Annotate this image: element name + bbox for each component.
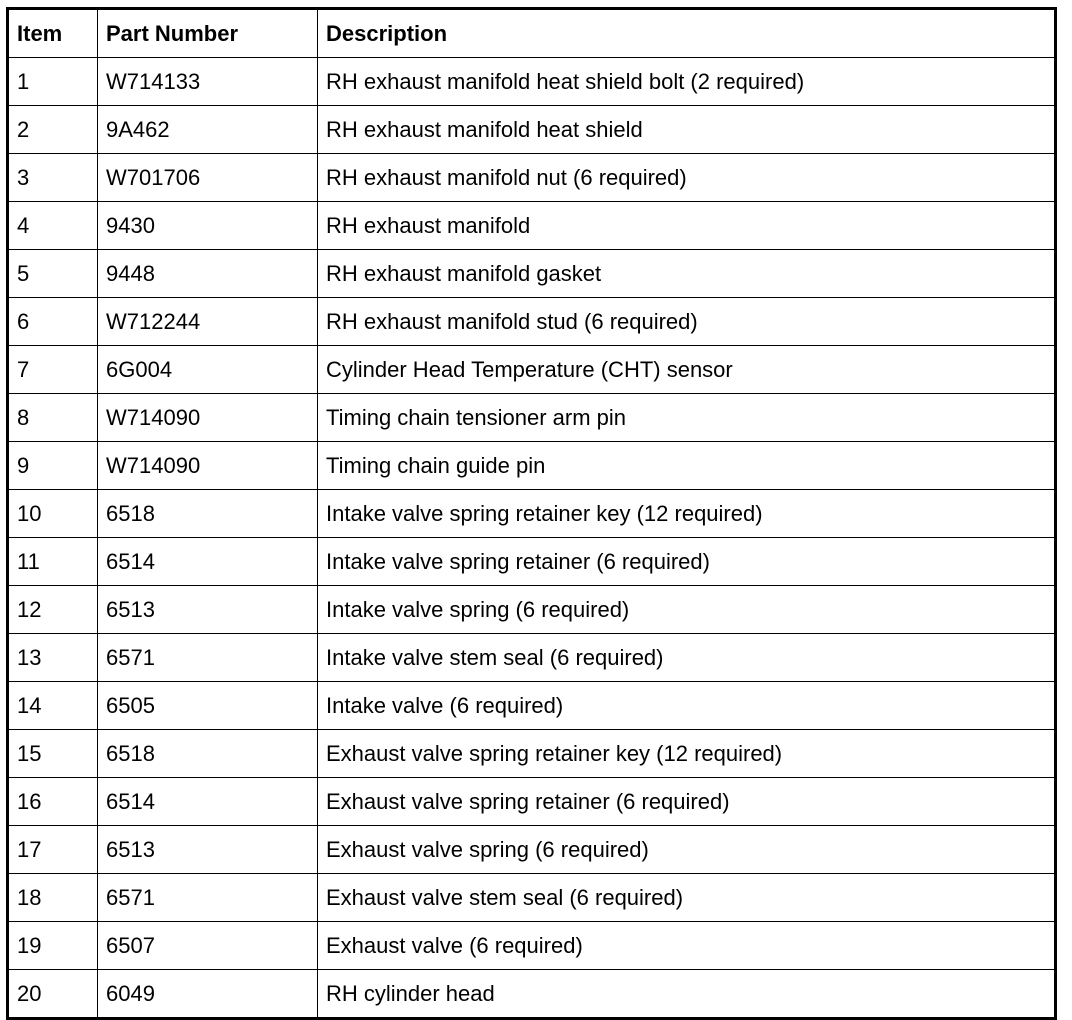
- cell-part-number: 6571: [98, 634, 318, 682]
- cell-item: 1: [8, 58, 98, 106]
- header-description: Description: [318, 9, 1056, 58]
- cell-description: RH exhaust manifold stud (6 required): [318, 298, 1056, 346]
- cell-description: RH exhaust manifold gasket: [318, 250, 1056, 298]
- cell-description: Intake valve stem seal (6 required): [318, 634, 1056, 682]
- table-row: [8, 922, 1056, 970]
- cell-item: 2: [8, 106, 98, 154]
- cell-part-number: 6571: [98, 874, 318, 922]
- cell-item: 11: [8, 538, 98, 586]
- table-row: [8, 682, 1056, 730]
- table-row: [8, 154, 1056, 202]
- table-body: [8, 58, 1056, 1019]
- cell-description: Exhaust valve stem seal (6 required): [318, 874, 1056, 922]
- cell-item: 3: [8, 154, 98, 202]
- cell-part-number: 6514: [98, 778, 318, 826]
- cell-description: RH exhaust manifold heat shield bolt (2 required): [318, 58, 1056, 106]
- cell-description: Intake valve spring retainer key (12 required): [318, 490, 1056, 538]
- cell-description: Exhaust valve (6 required): [318, 922, 1056, 970]
- cell-item: 4: [8, 202, 98, 250]
- cell-part-number: 6518: [98, 730, 318, 778]
- table-row: [8, 250, 1056, 298]
- cell-item: 19: [8, 922, 98, 970]
- cell-item: 16: [8, 778, 98, 826]
- cell-description: Timing chain tensioner arm pin: [318, 394, 1056, 442]
- table-row: [8, 634, 1056, 682]
- cell-item: 14: [8, 682, 98, 730]
- cell-description: Exhaust valve spring retainer key (12 required): [318, 730, 1056, 778]
- cell-description: Cylinder Head Temperature (CHT) sensor: [318, 346, 1056, 394]
- table-row: [8, 202, 1056, 250]
- cell-part-number: 6513: [98, 826, 318, 874]
- cell-description: RH cylinder head: [318, 970, 1056, 1019]
- cell-part-number: 6518: [98, 490, 318, 538]
- header-item: Item: [8, 9, 98, 58]
- cell-part-number: W714090: [98, 394, 318, 442]
- cell-item: 13: [8, 634, 98, 682]
- cell-part-number: 6049: [98, 970, 318, 1019]
- cell-part-number: 6513: [98, 586, 318, 634]
- table-row: [8, 778, 1056, 826]
- table-row: [8, 394, 1056, 442]
- cell-part-number: W701706: [98, 154, 318, 202]
- table-row: [8, 58, 1056, 106]
- cell-part-number: 6505: [98, 682, 318, 730]
- cell-description: Intake valve spring (6 required): [318, 586, 1056, 634]
- cell-part-number: W714133: [98, 58, 318, 106]
- cell-item: 7: [8, 346, 98, 394]
- cell-description: RH exhaust manifold heat shield: [318, 106, 1056, 154]
- table-row: [8, 346, 1056, 394]
- cell-item: 8: [8, 394, 98, 442]
- table-row: [8, 298, 1056, 346]
- cell-description: Intake valve spring retainer (6 required): [318, 538, 1056, 586]
- cell-item: 5: [8, 250, 98, 298]
- header-part-number: Part Number: [98, 9, 318, 58]
- cell-part-number: 6G004: [98, 346, 318, 394]
- cell-description: RH exhaust manifold nut (6 required): [318, 154, 1056, 202]
- cell-description: Intake valve (6 required): [318, 682, 1056, 730]
- table-row: [8, 730, 1056, 778]
- header-row: [8, 9, 1056, 58]
- table-row: [8, 826, 1056, 874]
- table-header: [8, 9, 1056, 58]
- table-row: [8, 586, 1056, 634]
- cell-part-number: 9430: [98, 202, 318, 250]
- table-row: [8, 970, 1056, 1019]
- cell-part-number: 6507: [98, 922, 318, 970]
- cell-item: 15: [8, 730, 98, 778]
- cell-part-number: 6514: [98, 538, 318, 586]
- cell-item: 12: [8, 586, 98, 634]
- cell-item: 18: [8, 874, 98, 922]
- cell-item: 10: [8, 490, 98, 538]
- table-row: [8, 874, 1056, 922]
- cell-description: Exhaust valve spring (6 required): [318, 826, 1056, 874]
- cell-part-number: W714090: [98, 442, 318, 490]
- parts-table: [6, 7, 1057, 1020]
- cell-item: 20: [8, 970, 98, 1019]
- cell-description: Timing chain guide pin: [318, 442, 1056, 490]
- cell-part-number: 9A462: [98, 106, 318, 154]
- cell-part-number: W712244: [98, 298, 318, 346]
- table-row: [8, 538, 1056, 586]
- cell-description: Exhaust valve spring retainer (6 required): [318, 778, 1056, 826]
- cell-item: 17: [8, 826, 98, 874]
- cell-description: RH exhaust manifold: [318, 202, 1056, 250]
- table-row: [8, 442, 1056, 490]
- table-row: [8, 490, 1056, 538]
- table-row: [8, 106, 1056, 154]
- cell-item: 9: [8, 442, 98, 490]
- cell-part-number: 9448: [98, 250, 318, 298]
- cell-item: 6: [8, 298, 98, 346]
